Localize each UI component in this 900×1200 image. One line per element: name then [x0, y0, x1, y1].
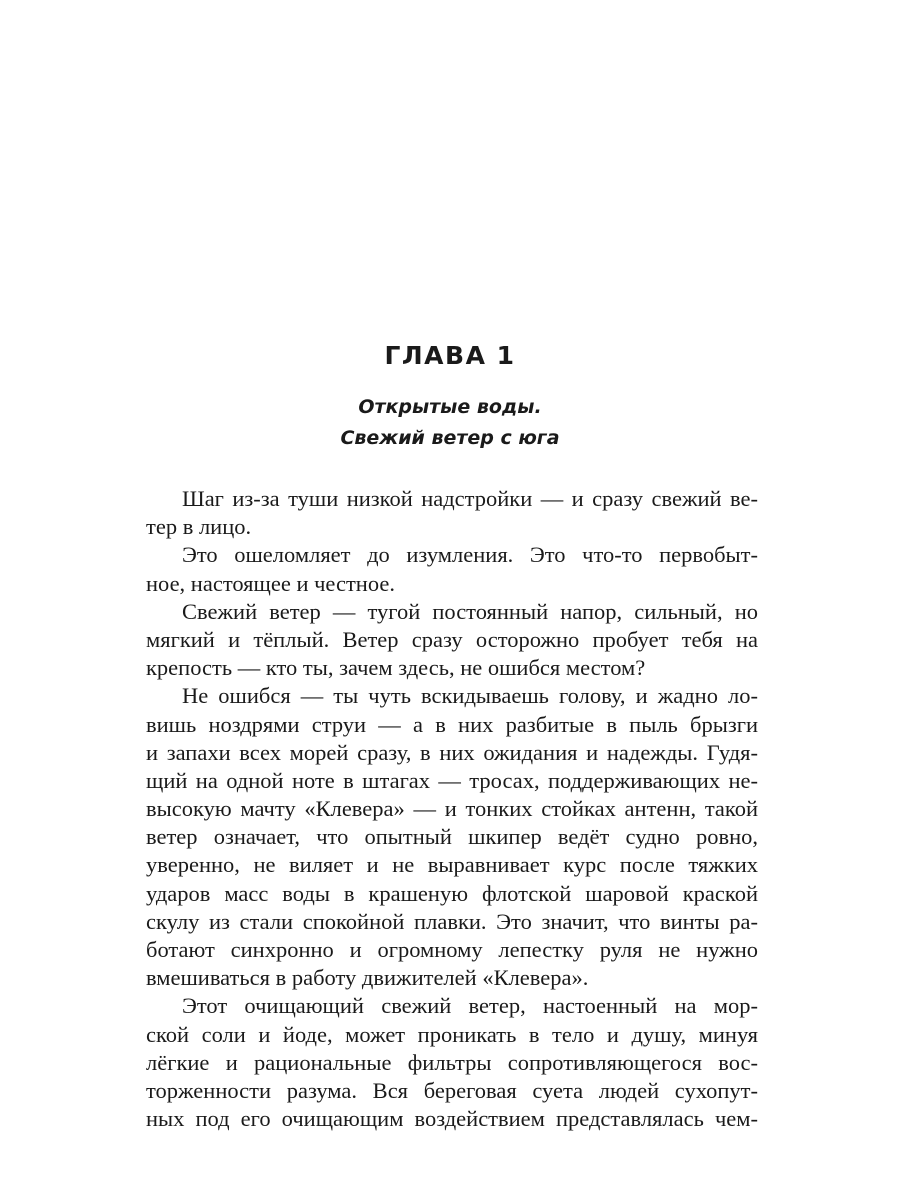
- chapter-subtitle: [0, 392, 900, 454]
- text-line: уверенно, не виляет и не выравнивает курс после тяжких: [146, 852, 758, 878]
- paragraph: [146, 598, 758, 683]
- text-line: ударов масс воды в крашеную флотской шаровой краской: [146, 880, 758, 906]
- text-line: мягкий и тёплый. Ветер сразу осторожно пробует тебя на: [146, 626, 758, 652]
- text-line: торженности разума. Вся береговая суета людей сухопут-: [146, 1077, 758, 1103]
- text-line: скулу из стали спокойной плавки. Это значит, что винты ра-: [146, 908, 758, 934]
- text-line: Не ошибся — ты чуть вскидываешь голову, и жадно ло-: [182, 683, 758, 709]
- text-line: вмешиваться в работу движителей «Клевера».: [146, 965, 589, 991]
- text-line: ботают синхронно и огромному лепестку руля не нужно: [146, 937, 758, 962]
- text-line: лёгкие и рациональные фильтры сопротивляющегося вос-: [146, 1049, 758, 1075]
- subtitle-line-2: Свежий ветер с юга: [340, 427, 560, 449]
- text-line: Это ошеломляет до изумления. Это что-то первобыт-: [182, 542, 758, 568]
- paragraph: [146, 682, 758, 992]
- text-line: вишь ноздрями струи — а в них разбитые в пыль брызги: [146, 711, 758, 737]
- text-line: крепость — кто ты, зачем здесь, не ошибся местом?: [146, 655, 646, 681]
- paragraph: [146, 541, 758, 597]
- text-line: Этот очищающий свежий ветер, настоенный на мор-: [182, 993, 758, 1019]
- text-line: ных под его очищающим воздействием представлялась чем-: [146, 1106, 758, 1132]
- text-line: высокую мачту «Клевера» — и тонких стойках антенн, такой: [146, 796, 758, 822]
- text-line: Шаг из-за туши низкой надстройки — и сразу свежий ве-: [182, 486, 758, 511]
- paragraph: [146, 485, 758, 541]
- chapter-title: ГЛАВА 1: [384, 341, 516, 370]
- text-line: тер в лицо.: [146, 514, 252, 540]
- text-line: ветер означает, что опытный шкипер ведёт судно ровно,: [146, 824, 758, 850]
- text-line: и запахи всех морей сразу, в них ожидания и надежды. Гудя-: [146, 739, 758, 765]
- text-line: ской соли и йоде, может проникать в тело и душу, минуя: [146, 1021, 758, 1047]
- text-line: ное, настоящее и честное.: [146, 570, 395, 596]
- chapter-body: [146, 485, 758, 1133]
- subtitle-line-1: Открытые воды.: [358, 396, 542, 418]
- text-line: щий на одной ноте в штагах — тросах, поддерживающих не-: [146, 767, 758, 793]
- paragraph: [146, 992, 758, 1133]
- text-line: Свежий ветер — тугой постоянный напор, сильный, но: [182, 598, 758, 624]
